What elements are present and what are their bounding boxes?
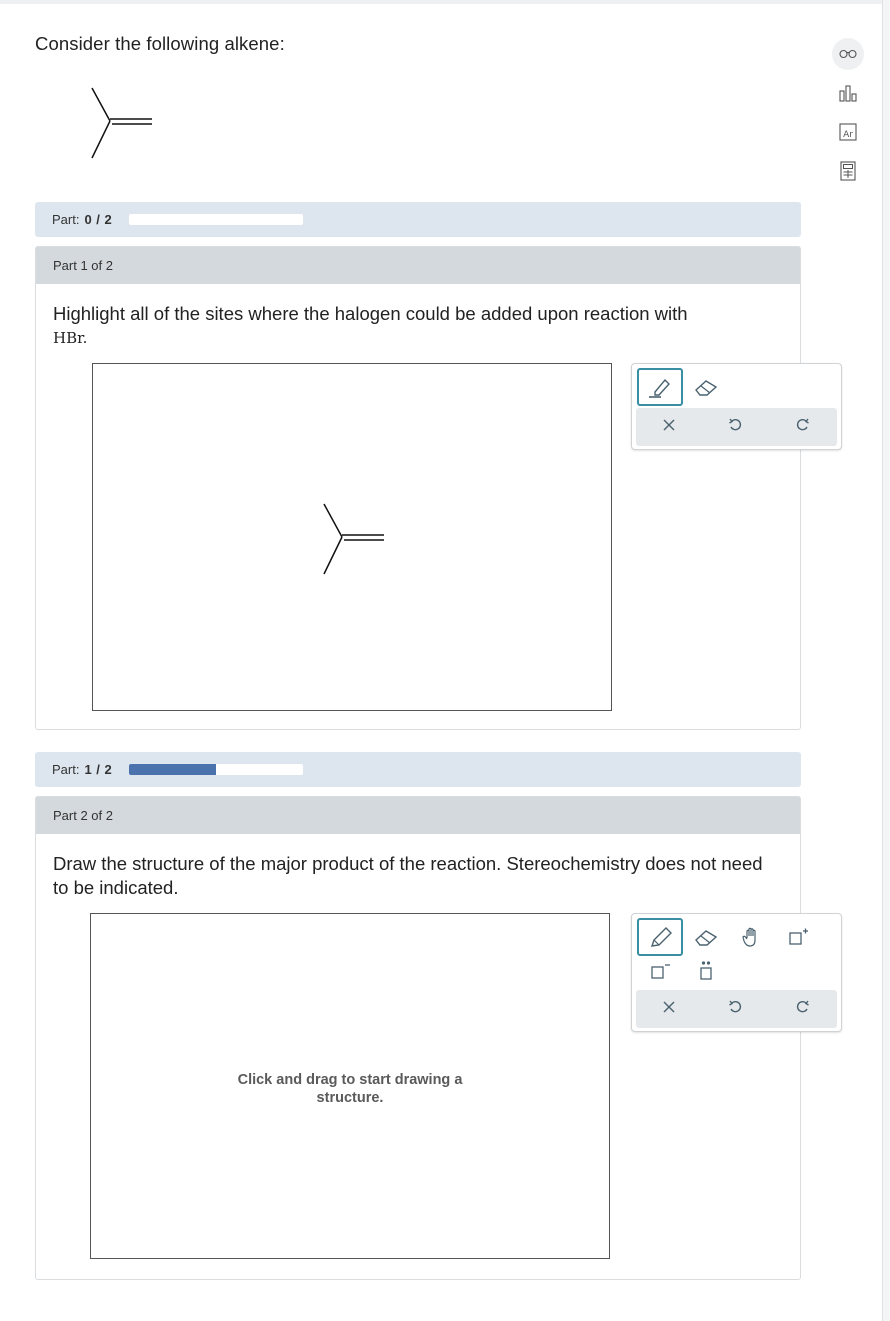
- highlight-toolbox: [631, 363, 842, 450]
- highlight-canvas[interactable]: [92, 363, 612, 711]
- part2-card: [35, 796, 801, 1280]
- redo-icon[interactable]: [796, 1000, 810, 1019]
- action-bar: [636, 408, 837, 446]
- bar-chart-icon[interactable]: [832, 77, 864, 109]
- part1-prompt-text: Highlight all of the sites where the halogen could be added upon reaction with: [53, 303, 688, 324]
- alkene-structure: [86, 86, 156, 161]
- drawing-toolbox: [631, 913, 842, 1032]
- progress-fill: [129, 764, 216, 775]
- side-toolbar: [832, 38, 866, 194]
- lone-pair-tool[interactable]: [683, 956, 729, 986]
- top-edge: [0, 0, 882, 4]
- canvas-hint-line1: Click and drag to start drawing a: [237, 1072, 463, 1088]
- part2-header: Part 2 of 2: [36, 797, 800, 834]
- undo-icon[interactable]: [728, 418, 742, 437]
- progress-track: [129, 214, 303, 225]
- clear-icon[interactable]: [663, 1000, 675, 1018]
- periodic-table-symbol: Ar: [843, 130, 853, 140]
- part2-prompt: Draw the structure of the major product of the reaction. Stereochemistry does not need to be indicated.: [53, 853, 763, 898]
- eraser-tool[interactable]: [683, 918, 729, 956]
- progress-label: Part:: [52, 762, 80, 777]
- part1-progress: [35, 202, 801, 237]
- canvas-alkene-structure[interactable]: [321, 502, 391, 577]
- drawing-canvas[interactable]: [90, 913, 610, 1259]
- progress-label: Part:: [52, 212, 80, 227]
- part1-header: Part 1 of 2: [36, 247, 800, 284]
- progress-value: 1 / 2: [84, 762, 113, 777]
- part1-prompt: [53, 302, 783, 350]
- canvas-hint-line2: structure.: [316, 1090, 384, 1106]
- part1-card: [35, 246, 801, 730]
- clear-icon[interactable]: [663, 418, 675, 436]
- progress-track: [129, 764, 303, 775]
- eraser-tool[interactable]: [683, 368, 729, 406]
- positive-charge-tool[interactable]: [775, 918, 821, 956]
- pencil-tool[interactable]: [637, 918, 683, 956]
- part2-progress: [35, 752, 801, 787]
- part1-formula: HBr.: [53, 329, 88, 347]
- page-scrollbar[interactable]: [882, 0, 890, 1321]
- canvas-hint: [91, 1071, 609, 1107]
- redo-icon[interactable]: [796, 418, 810, 437]
- undo-icon[interactable]: [728, 1000, 742, 1019]
- progress-value: 0 / 2: [84, 212, 113, 227]
- action-bar: [636, 990, 837, 1028]
- periodic-table-icon[interactable]: [832, 116, 864, 148]
- hand-tool[interactable]: [729, 918, 775, 956]
- question-intro: Consider the following alkene:: [35, 33, 285, 54]
- highlighter-tool[interactable]: [637, 368, 683, 406]
- calculator-icon[interactable]: [832, 155, 864, 187]
- glasses-icon[interactable]: [832, 38, 864, 70]
- negative-charge-tool[interactable]: [637, 956, 683, 986]
